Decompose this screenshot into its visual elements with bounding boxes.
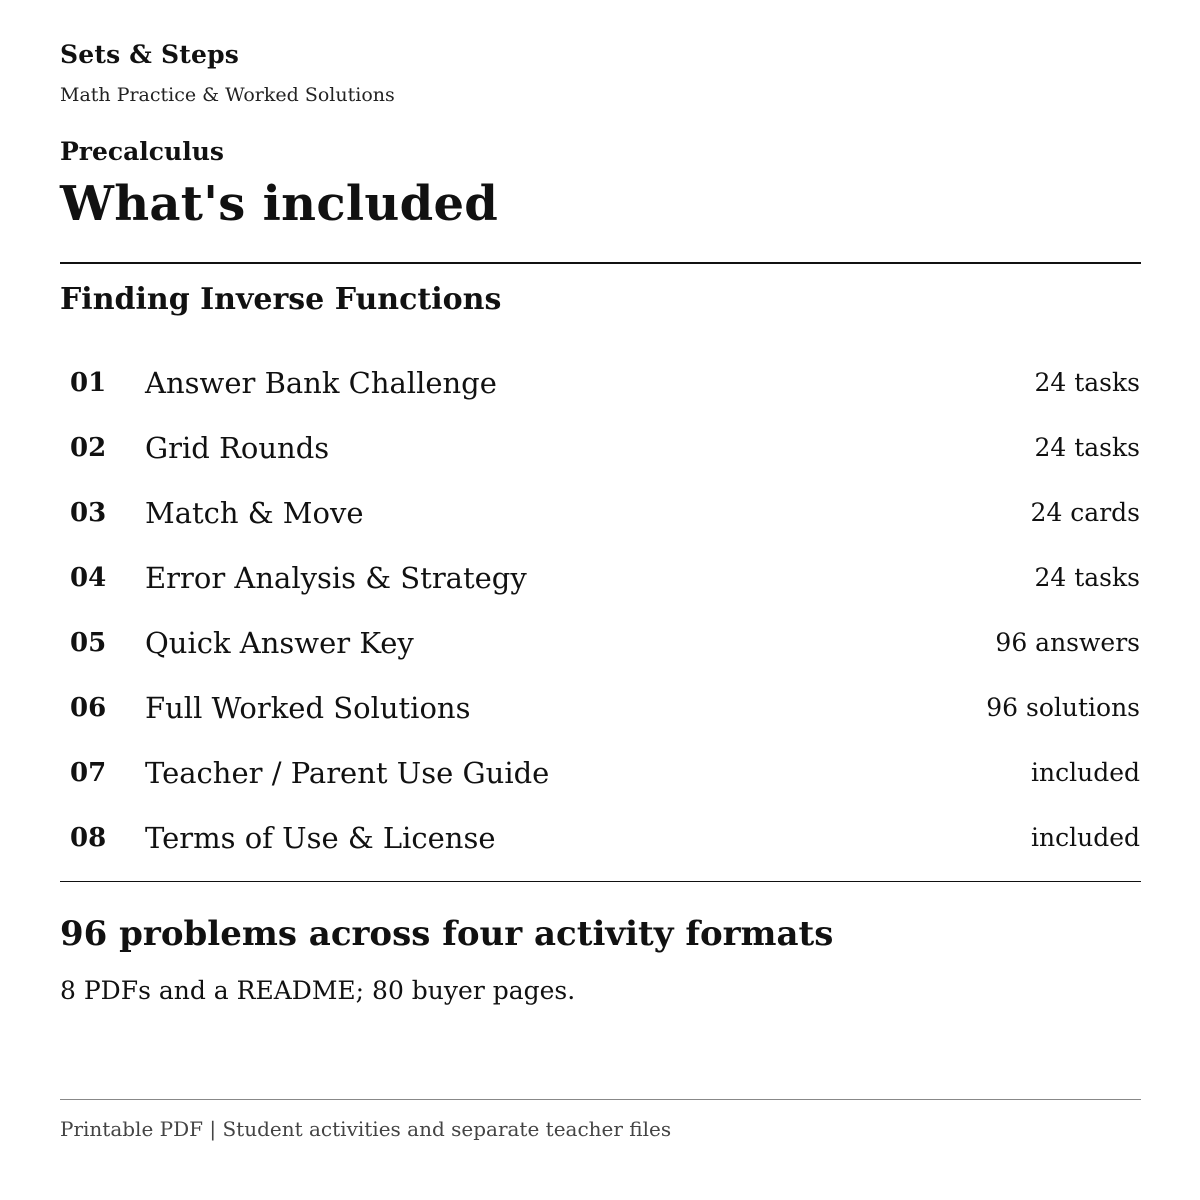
list-item	[60, 482, 1141, 547]
contents-list	[60, 352, 1141, 872]
footer-divider	[60, 1099, 1141, 1100]
item-number: 02	[70, 433, 107, 463]
item-count: 24 tasks	[1034, 433, 1140, 462]
item-number: 08	[70, 823, 107, 853]
list-item	[60, 352, 1141, 417]
item-number: 06	[70, 693, 107, 723]
item-title: Match & Move	[145, 496, 364, 530]
item-count: included	[1031, 823, 1140, 852]
item-title: Answer Bank Challenge	[145, 366, 497, 400]
bottom-divider	[60, 881, 1141, 882]
item-number: 04	[70, 563, 107, 593]
item-number: 01	[70, 368, 107, 398]
list-item	[60, 677, 1141, 742]
item-count: 24 cards	[1030, 498, 1140, 527]
item-title: Quick Answer Key	[145, 626, 414, 660]
top-divider	[60, 262, 1141, 264]
list-item	[60, 547, 1141, 612]
item-count: 24 tasks	[1034, 563, 1140, 592]
item-title: Error Analysis & Strategy	[145, 561, 527, 595]
summary-detail: 8 PDFs and a README; 80 buyer pages.	[60, 976, 576, 1005]
item-title: Teacher / Parent Use Guide	[145, 756, 550, 790]
list-item	[60, 612, 1141, 677]
footer-text: Printable PDF | Student activities and separate teacher files	[60, 1117, 672, 1141]
item-count: 96 solutions	[986, 693, 1140, 722]
item-number: 03	[70, 498, 107, 528]
topic-heading: Finding Inverse Functions	[60, 282, 502, 317]
summary-title: 96 problems across four activity formats	[60, 914, 834, 954]
list-item	[60, 417, 1141, 482]
product-page	[60, 0, 1141, 1200]
item-title: Grid Rounds	[145, 431, 330, 465]
subject-label: Precalculus	[60, 137, 224, 166]
item-count: 24 tasks	[1034, 368, 1140, 397]
brand-tagline: Math Practice & Worked Solutions	[60, 84, 395, 106]
item-title: Full Worked Solutions	[145, 691, 471, 725]
item-number: 07	[70, 758, 107, 788]
item-number: 05	[70, 628, 107, 658]
page-title: What's included	[60, 176, 499, 232]
brand-name: Sets & Steps	[60, 40, 240, 69]
list-item	[60, 742, 1141, 807]
item-count: 96 answers	[995, 628, 1140, 657]
item-count: included	[1031, 758, 1140, 787]
item-title: Terms of Use & License	[145, 821, 496, 855]
list-item	[60, 807, 1141, 872]
